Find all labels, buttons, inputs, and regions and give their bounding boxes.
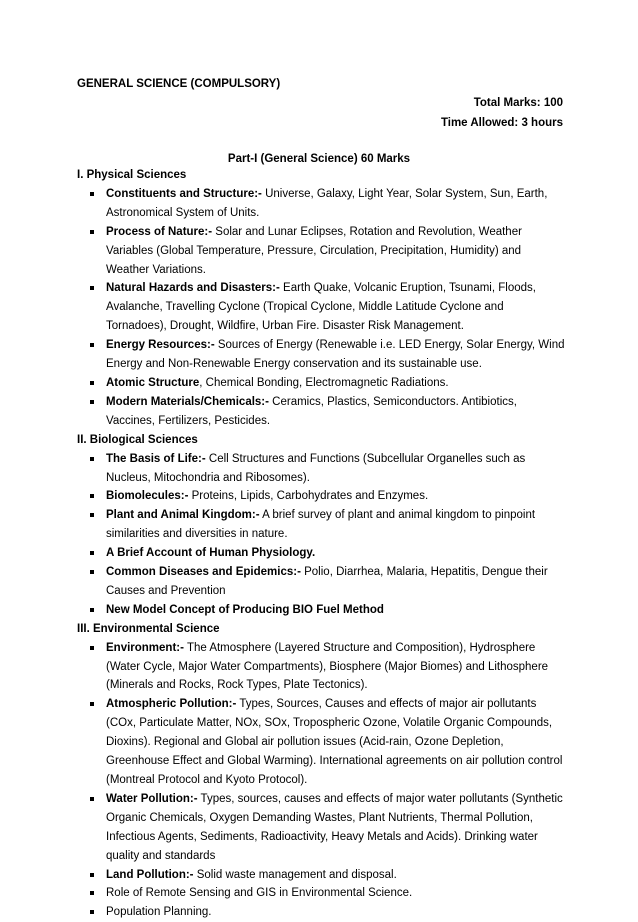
- item-label: Atmospheric Pollution:-: [106, 698, 237, 711]
- bullet-icon: [90, 230, 94, 234]
- bullet-icon: [90, 286, 94, 290]
- item-text: Solar and Lunar Eclipses, Rotation and Revolution, Weather Variables (Global Temperature, Pressure, Circulation, Precipitation, Humidity) and Weather Variations.: [106, 225, 522, 276]
- item-label: Plant and Animal Kingdom:-: [106, 509, 260, 522]
- item-text: , Chemical Bonding, Electromagnetic Radiations.: [199, 376, 449, 389]
- item-text: Cell Structures and Functions (Subcellular Organelles such as Nucleus, Mitochondria and Ribosomes).: [106, 452, 526, 484]
- bullet-icon: [90, 570, 94, 574]
- item-text: The Atmosphere (Layered Structure and Composition), Hydrosphere (Water Cycle, Major Water Compartments), Biosphere (Major Biomes) and Lithosphere (Minerals and Rocks, Rock Types, Plate Tectonics).: [106, 641, 549, 692]
- list-item: [77, 884, 567, 903]
- item-text: Polio, Diarrhea, Malaria, Hepatitis, Dengue their Causes and Prevention: [106, 566, 548, 597]
- item-text: Solid waste management and disposal.: [193, 868, 397, 881]
- list-item: [77, 790, 567, 866]
- exam-meta: [441, 93, 563, 133]
- time-allowed: Time Allowed: 3 hours: [440, 117, 563, 129]
- bullet-icon: [90, 797, 94, 801]
- topic-list: [77, 185, 567, 431]
- section-heading: II. Biological Sciences: [77, 433, 198, 446]
- item-label: Water Pollution:-: [106, 792, 198, 805]
- item-label: Constituents and Structure:-: [106, 187, 262, 200]
- bullet-icon: [90, 343, 94, 347]
- topic-list: [77, 639, 567, 922]
- list-item: [77, 185, 567, 223]
- bullet-icon: [90, 702, 94, 706]
- item-label: Energy Resources:-: [106, 339, 215, 352]
- bullet-icon: [90, 891, 94, 895]
- item-label: A Brief Account of Human Physiology.: [106, 547, 316, 560]
- list-item: [77, 506, 567, 544]
- list-item: [77, 544, 567, 563]
- item-label: Common Diseases and Epidemics:-: [106, 566, 301, 579]
- item-label: The Basis of Life:-: [106, 452, 206, 465]
- list-item: [77, 903, 567, 922]
- item-text: Sources of Energy (Renewable i.e. LED Energy, Solar Energy, Wind Energy and Non-Renewable Energy conservation and its sustainable use.: [106, 339, 565, 371]
- section-physical-sciences: [77, 166, 567, 431]
- item-label: Biomolecules:-: [106, 490, 189, 503]
- bullet-icon: [90, 400, 94, 404]
- item-text: Proteins, Lipids, Carbohydrates and Enzymes.: [188, 490, 429, 503]
- item-text: Role of Remote Sensing and GIS in Environmental Science.: [106, 887, 413, 900]
- list-item: [77, 563, 567, 601]
- item-label: New Model Concept of Producing BIO Fuel Method: [106, 603, 384, 616]
- section-heading: III. Environmental Science: [77, 622, 220, 635]
- list-item: [77, 601, 567, 620]
- total-marks: Total Marks: 100: [473, 97, 563, 109]
- item-text: Ceramics, Plastics, Semiconductors. Antibiotics, Vaccines, Fertilizers, Pesticides.: [106, 395, 517, 427]
- item-label: Process of Nature:-: [106, 225, 213, 238]
- list-item: [77, 374, 567, 393]
- item-text: Types, sources, causes and effects of major water pollutants (Synthetic Organic Chemicals, Oxygen Demanding Wastes, Plant Nutrients, Thermal Pollution, Infectious Agents, Sediments, Radioactivity, Heavy Metals and Acids). Drinking water quality and standards: [106, 792, 563, 862]
- list-item: [77, 279, 567, 336]
- item-text: Population Planning.: [106, 906, 212, 919]
- section-environmental-science: [77, 620, 567, 922]
- list-item: [77, 450, 567, 488]
- section-biological-sciences: [77, 431, 567, 620]
- bullet-icon: [90, 551, 94, 555]
- list-item: [77, 866, 567, 885]
- item-label: Natural Hazards and Disasters:-: [106, 282, 280, 295]
- item-label: Modern Materials/Chemicals:-: [106, 395, 269, 408]
- bullet-icon: [90, 646, 94, 650]
- list-item: [77, 393, 567, 431]
- item-text: Earth Quake, Volcanic Eruption, Tsunami, Floods, Avalanche, Travelling Cyclone (Tropical Cyclone, Middle Latitude Cyclone and Tornadoes), Drought, Wildfire, Urban Fire. Disaster Risk Management.: [106, 282, 536, 333]
- bullet-icon: [90, 192, 94, 196]
- section-heading: I. Physical Sciences: [77, 169, 187, 181]
- bullet-icon: [90, 513, 94, 517]
- list-item: [77, 336, 567, 374]
- list-item: [77, 639, 567, 696]
- list-item: [77, 487, 567, 506]
- syllabus-content: [77, 166, 567, 922]
- item-label: Atomic Structure: [106, 376, 200, 389]
- bullet-icon: [90, 910, 94, 914]
- bullet-icon: [90, 457, 94, 461]
- bullet-icon: [90, 494, 94, 498]
- item-text: Universe, Galaxy, Light Year, Solar System, Sun, Earth, Astronomical System of Units.: [106, 187, 548, 219]
- bullet-icon: [90, 381, 94, 385]
- item-text: A brief survey of plant and animal kingdom to pinpoint similarities and diversities in nature.: [106, 509, 536, 541]
- bullet-icon: [90, 608, 94, 612]
- document-title: GENERAL SCIENCE (COMPULSORY): [77, 78, 281, 90]
- item-text: Types, Sources, Causes and effects of major air pollutants (COx, Particulate Matter, NOx, SOx, Tropospheric Ozone, Volatile Organic Compounds, Dioxins). Regional and Global air pollution issues (Acid-rain, Ozone Depletion, Greenhouse Effect and Global Warming). International agreements on air pollution control (Montreal Protocol and Kyoto Protocol).: [106, 698, 563, 786]
- item-label: Environment:-: [106, 641, 184, 654]
- part-title: Part-I (General Science) 60 Marks: [227, 153, 411, 165]
- bullet-icon: [90, 873, 94, 877]
- list-item: [77, 695, 567, 790]
- topic-list: [77, 450, 567, 620]
- list-item: [77, 223, 567, 280]
- item-label: Land Pollution:-: [106, 868, 194, 881]
